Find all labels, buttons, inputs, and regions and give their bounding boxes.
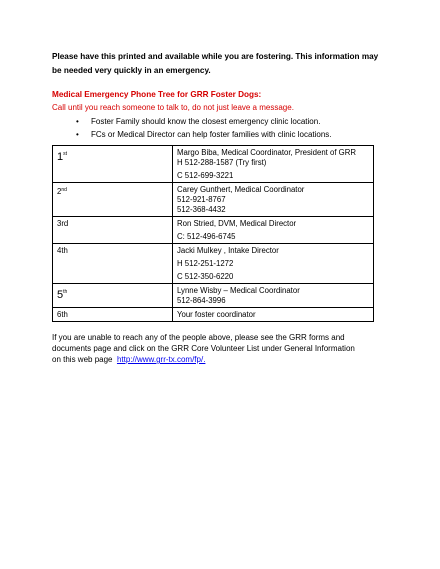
- bullet-text: FCs or Medical Director can help foster families with clinic locations.: [91, 130, 332, 139]
- table-row: [53, 183, 374, 217]
- rank-label: 4th: [57, 246, 68, 255]
- rank-number: 5: [57, 289, 64, 301]
- contact-line: 512-864-3996: [177, 296, 226, 305]
- grr-forms-link[interactable]: http://www.grr-tx.com/fp/.: [116, 355, 206, 364]
- rank-suffix: nd: [61, 187, 67, 193]
- bullet-dot-icon: •: [76, 130, 79, 139]
- closing-line: [52, 354, 382, 365]
- contact-line: Lynne Wisby – Medical Coordinator: [177, 286, 300, 295]
- rank-label: [57, 187, 67, 196]
- bullet-text: Foster Family should know the closest emergency clinic location.: [91, 117, 321, 126]
- phone-tree-subheading: Call until you reach someone to talk to, do not just leave a message.: [52, 103, 294, 112]
- intro-line: be needed very quickly in an emergency.: [52, 66, 211, 75]
- closing-paragraph: [52, 332, 382, 365]
- rank-label: [57, 289, 67, 301]
- rank-cell: [53, 183, 173, 217]
- closing-line: documents page and click on the GRR Core Volunteer List under General Information: [52, 344, 355, 353]
- table-row: [53, 284, 374, 308]
- contact-cell: [173, 217, 374, 244]
- rank-cell: [53, 244, 173, 284]
- rank-cell: [53, 146, 173, 183]
- bullet-item: [76, 115, 332, 128]
- table-row: [53, 217, 374, 244]
- contact-line: Jacki Mulkey , Intake Director: [177, 246, 279, 255]
- intro-line: Please have this printed and available while you are fostering. This information may: [52, 52, 379, 61]
- rank-cell: [53, 284, 173, 308]
- contact-cell: [173, 183, 374, 217]
- contact-cell: [173, 244, 374, 284]
- closing-text: on this web page: [52, 355, 113, 364]
- contact-line: C 512-350-6220: [177, 272, 234, 281]
- contact-line: H 512-288-1587 (Try first): [177, 158, 267, 167]
- contact-line: H 512-251-1272: [177, 259, 234, 268]
- rank-suffix: th: [63, 289, 68, 295]
- table-row: [53, 244, 374, 284]
- closing-line: If you are unable to reach any of the people above, please see the GRR forms and: [52, 333, 345, 342]
- contact-line: C: 512-496-6745: [177, 232, 236, 241]
- contact-line: C 512-699-3221: [177, 171, 234, 180]
- phone-tree-heading: Medical Emergency Phone Tree for GRR Foster Dogs:: [52, 90, 262, 99]
- contact-line: 512-368-4432: [177, 205, 226, 214]
- phone-tree-table: [52, 145, 374, 322]
- rank-number: 2: [57, 187, 62, 196]
- intro-notice: [52, 50, 392, 78]
- rank-label: [57, 151, 67, 163]
- contact-line: Margo Biba, Medical Coordinator, President of GRR: [177, 148, 356, 157]
- rank-number: 1: [57, 151, 64, 163]
- rank-cell: [53, 217, 173, 244]
- bullet-item: [76, 128, 332, 141]
- table-row: [53, 146, 374, 183]
- table-row: [53, 308, 374, 322]
- bullet-dot-icon: •: [76, 117, 79, 126]
- contact-line: Ron Stried, DVM, Medical Director: [177, 219, 297, 228]
- contact-line: Your foster coordinator: [177, 310, 256, 319]
- contact-cell: [173, 284, 374, 308]
- bullet-list: [76, 115, 332, 141]
- contact-line: Carey Gunthert, Medical Coordinator: [177, 185, 305, 194]
- rank-label: 3rd: [57, 219, 69, 228]
- contact-cell: [173, 308, 374, 322]
- rank-suffix: st: [63, 151, 68, 157]
- contact-line: 512-921-8767: [177, 195, 226, 204]
- rank-cell: [53, 308, 173, 322]
- contact-cell: [173, 146, 374, 183]
- rank-label: 6th: [57, 310, 68, 319]
